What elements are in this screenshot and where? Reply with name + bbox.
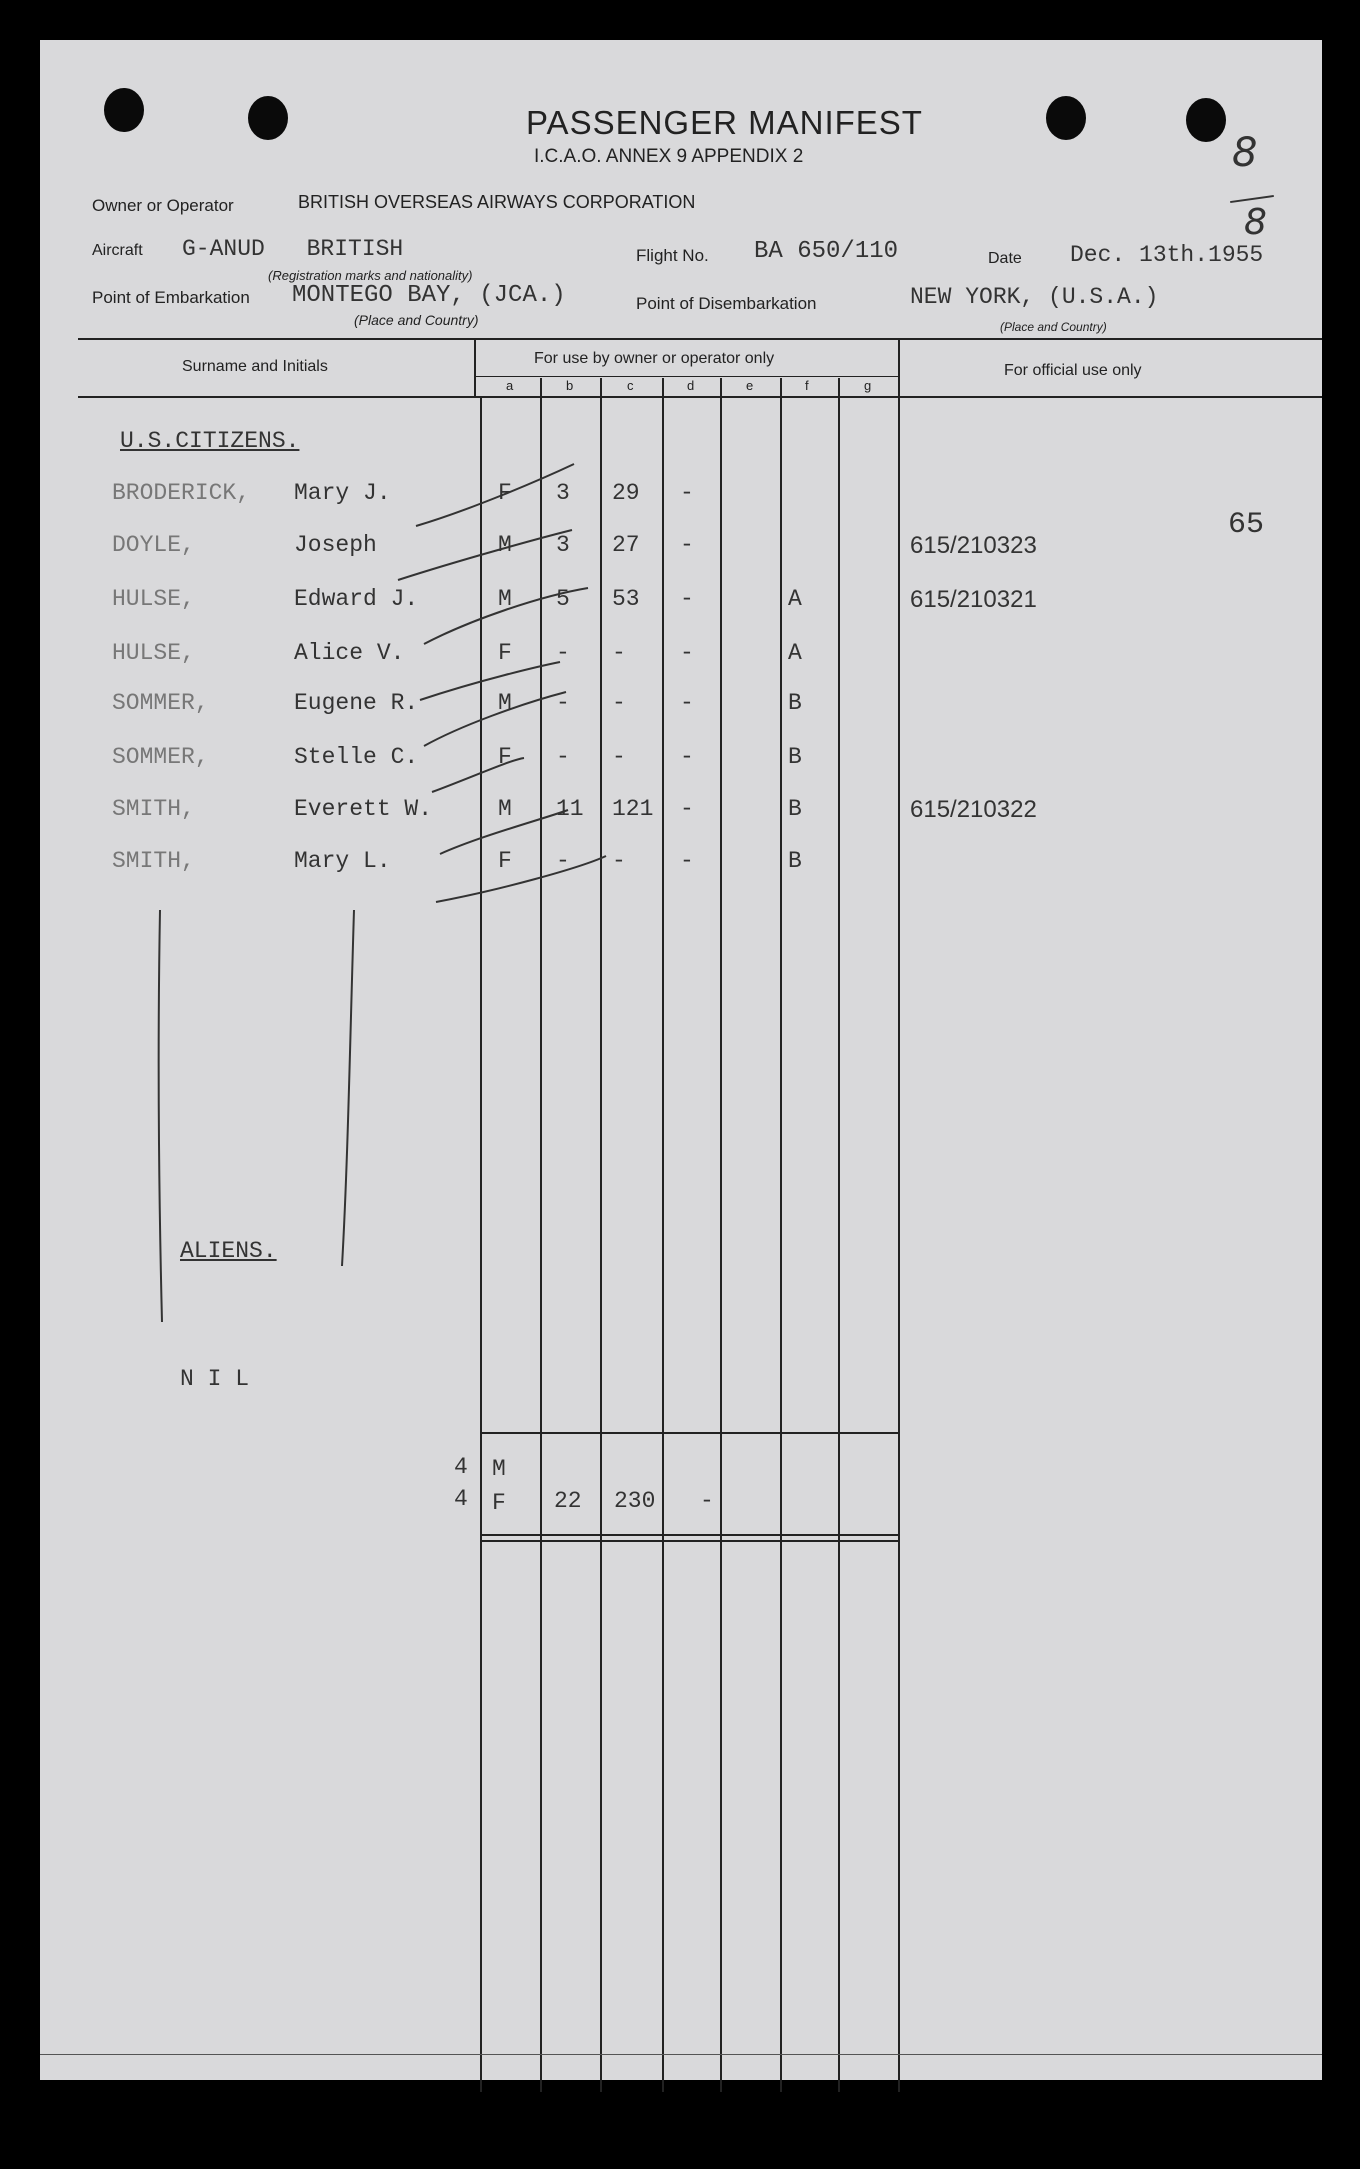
column-header-official: For official use only bbox=[1004, 362, 1142, 379]
column-letter-g: g bbox=[864, 378, 872, 393]
passenger-surname: SMITH, bbox=[112, 796, 195, 822]
passenger-surname: SMITH, bbox=[112, 848, 195, 874]
total-m-label: M bbox=[492, 1456, 506, 1482]
passenger-col-a: M bbox=[498, 532, 512, 558]
date-label: Date bbox=[988, 250, 1022, 267]
owner-label: Owner or Operator bbox=[92, 196, 234, 215]
passenger-given-name: Mary L. bbox=[294, 848, 391, 874]
totals-double-rule-1 bbox=[480, 1534, 900, 1536]
passenger-col-a: F bbox=[498, 480, 512, 506]
total-m-count: 4 bbox=[454, 1454, 468, 1480]
passenger-col-f: B bbox=[788, 796, 802, 822]
passenger-given-name: Eugene R. bbox=[294, 690, 419, 716]
passenger-col-b: - bbox=[556, 640, 570, 666]
disembark-caption: (Place and Country) bbox=[1000, 320, 1107, 334]
passenger-surname: BRODERICK, bbox=[112, 480, 251, 506]
passenger-col-f: B bbox=[788, 848, 802, 874]
corner-number: 8 bbox=[1232, 130, 1258, 176]
embark-caption: (Place and Country) bbox=[354, 312, 479, 328]
section-us-citizens: U.S.CITIZENS. bbox=[120, 428, 300, 454]
passenger-col-b: - bbox=[556, 744, 570, 770]
flight-value: BA 650/110 bbox=[754, 238, 899, 265]
column-letter-f: f bbox=[805, 378, 809, 393]
passenger-given-name: Joseph bbox=[294, 532, 377, 558]
total-f-count: 4 bbox=[454, 1486, 468, 1512]
passenger-col-c: 121 bbox=[612, 796, 654, 822]
passenger-official-ref: 615/210321 bbox=[910, 586, 1037, 613]
total-c: 230 bbox=[614, 1488, 656, 1514]
passenger-surname: HULSE, bbox=[112, 640, 195, 666]
aircraft-value: G-ANUD BRITISH bbox=[182, 236, 404, 262]
passenger-col-c: - bbox=[612, 848, 626, 874]
date-value: Dec. 13th.1955 bbox=[1070, 242, 1264, 268]
passenger-col-d: - bbox=[680, 532, 694, 558]
aircraft-caption: (Registration marks and nationality) bbox=[268, 268, 473, 283]
passenger-col-d: - bbox=[680, 796, 694, 822]
passenger-col-c: 53 bbox=[612, 586, 640, 612]
embark-label: Point of Embarkation bbox=[92, 288, 250, 307]
passenger-col-c: - bbox=[612, 640, 626, 666]
passenger-col-d: - bbox=[680, 744, 694, 770]
passenger-col-f: B bbox=[788, 690, 802, 716]
passenger-official-ref: 615/210322 bbox=[910, 796, 1037, 823]
passenger-col-d: - bbox=[680, 848, 694, 874]
section-aliens: ALIENS. bbox=[180, 1238, 277, 1264]
annotation-strokes bbox=[40, 40, 1322, 2080]
passenger-col-b: 11 bbox=[556, 796, 584, 822]
disembark-value: NEW YORK, (U.S.A.) bbox=[910, 284, 1159, 310]
passenger-col-f: A bbox=[788, 640, 802, 666]
corner-fraction: 8 bbox=[1244, 202, 1267, 243]
totals-double-rule-2 bbox=[480, 1540, 900, 1542]
passenger-col-d: - bbox=[680, 640, 694, 666]
passenger-surname: SOMMER, bbox=[112, 744, 209, 770]
passenger-given-name: Stelle C. bbox=[294, 744, 419, 770]
passenger-col-f: B bbox=[788, 744, 802, 770]
passenger-surname: DOYLE, bbox=[112, 532, 195, 558]
totals-top-rule bbox=[480, 1432, 900, 1434]
page-title: PASSENGER MANIFEST bbox=[526, 104, 923, 141]
owner-value: BRITISH OVERSEAS AIRWAYS CORPORATION bbox=[298, 192, 696, 212]
page-subtitle: I.C.A.O. ANNEX 9 APPENDIX 2 bbox=[534, 146, 804, 167]
passenger-col-d: - bbox=[680, 586, 694, 612]
column-letter-c: c bbox=[627, 378, 634, 393]
aliens-nil: N I L bbox=[180, 1366, 250, 1392]
passenger-col-a: F bbox=[498, 640, 512, 666]
aircraft-label: Aircraft bbox=[92, 242, 143, 259]
embark-value: MONTEGO BAY, (JCA.) bbox=[292, 282, 566, 309]
total-b: 22 bbox=[554, 1488, 582, 1514]
passenger-col-b: 3 bbox=[556, 532, 570, 558]
passenger-col-a: F bbox=[498, 848, 512, 874]
manifest-sheet bbox=[40, 40, 1322, 2080]
passenger-col-b: 3 bbox=[556, 480, 570, 506]
passenger-given-name: Everett W. bbox=[294, 796, 433, 822]
passenger-surname: HULSE, bbox=[112, 586, 195, 612]
passenger-col-f: A bbox=[788, 586, 802, 612]
column-letter-a: a bbox=[506, 378, 514, 393]
page-number: 65 bbox=[1228, 508, 1265, 542]
total-f-label: F bbox=[492, 1490, 506, 1516]
passenger-col-a: F bbox=[498, 744, 512, 770]
passenger-col-d: - bbox=[680, 690, 694, 716]
passenger-surname: SOMMER, bbox=[112, 690, 209, 716]
table-bottom-rule bbox=[40, 2054, 1322, 2055]
disembark-label: Point of Disembarkation bbox=[636, 294, 817, 313]
column-header-name: Surname and Initials bbox=[182, 358, 328, 375]
column-letter-e: e bbox=[746, 378, 754, 393]
passenger-col-d: - bbox=[680, 480, 694, 506]
passenger-col-b: - bbox=[556, 690, 570, 716]
flight-label: Flight No. bbox=[636, 246, 709, 265]
total-d: - bbox=[700, 1488, 714, 1514]
passenger-col-b: 5 bbox=[556, 586, 570, 612]
passenger-given-name: Edward J. bbox=[294, 586, 419, 612]
passenger-col-c: - bbox=[612, 690, 626, 716]
passenger-given-name: Alice V. bbox=[294, 640, 405, 666]
passenger-col-c: - bbox=[612, 744, 626, 770]
passenger-col-a: M bbox=[498, 586, 512, 612]
column-letter-d: d bbox=[687, 378, 695, 393]
column-letter-b: b bbox=[566, 378, 574, 393]
passenger-col-c: 29 bbox=[612, 480, 640, 506]
passenger-col-c: 27 bbox=[612, 532, 640, 558]
passenger-col-a: M bbox=[498, 796, 512, 822]
passenger-given-name: Mary J. bbox=[294, 480, 391, 506]
passenger-col-a: M bbox=[498, 690, 512, 716]
column-header-owner: For use by owner or operator only bbox=[534, 350, 775, 367]
passenger-official-ref: 615/210323 bbox=[910, 532, 1037, 559]
passenger-col-b: - bbox=[556, 848, 570, 874]
